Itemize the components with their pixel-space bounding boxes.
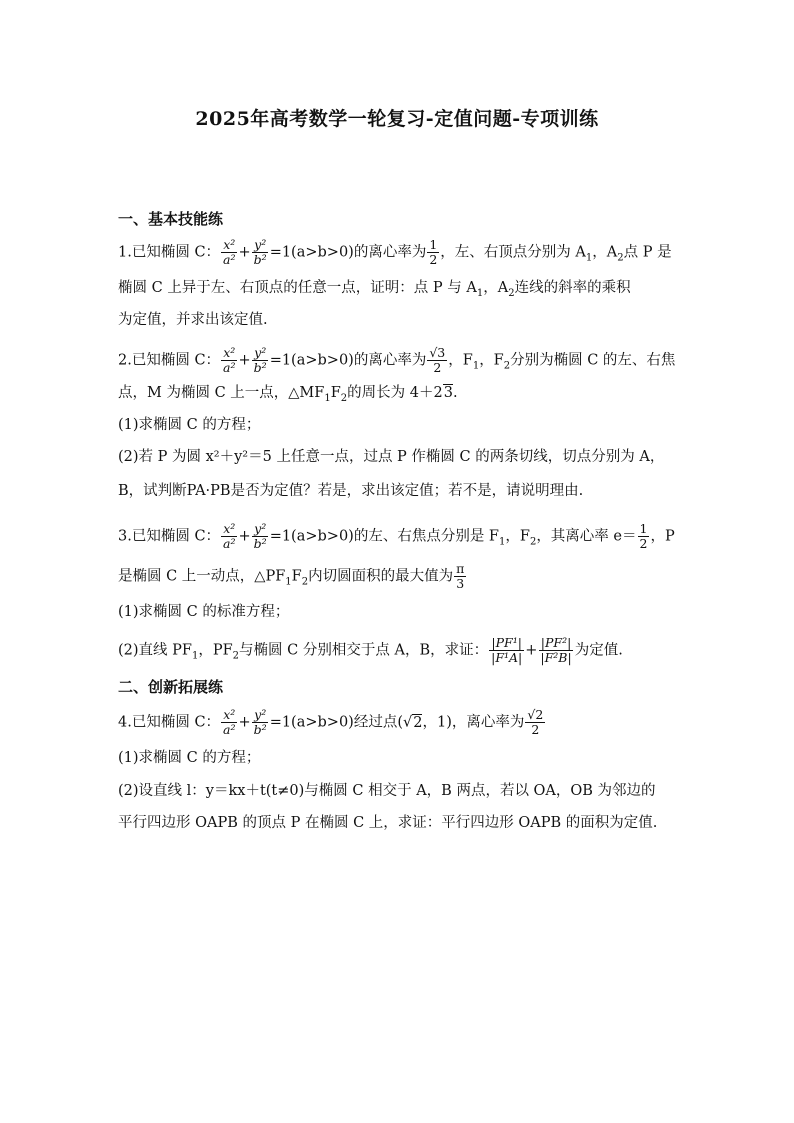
fraction-y2-b2: $\frac{\text{y²}}{\text{b²}}$ xyxy=(253,521,267,551)
problem-3-line-2: 是椭圆 C 上一动点，$\triangle PF_1F_2$内切圆面积的最大值为 $\frac{\pi}{3}$ xyxy=(118,561,465,591)
page-title: 2025年高考数学一轮复习-定值问题-专项训练 xyxy=(195,108,599,130)
section-heading-extended: 二、创新拓展练 xyxy=(118,678,224,696)
section-heading-basic: 一、基本技能练 xyxy=(118,210,224,228)
fraction-y2-b2: $\frac{\text{y²}}{\text{b²}}$ xyxy=(253,345,267,375)
problem-1-line-3: 为定值，并求出该定值. xyxy=(118,312,268,328)
fraction-eccentricity: $\frac{√3}{2}$ xyxy=(429,345,446,375)
problem-3-question-1: (1)求椭圆 C 的标准方程； xyxy=(118,604,290,620)
fraction-eccentricity: $\frac{1}{2}$ xyxy=(429,237,438,267)
problem-3-line-1: 3.已知椭圆 C： $\frac{\text{x²}}{\text{a²}}$ + $\frac{\text{y²}}{\text{b²}}$ =1(a>b>0)的左、右焦点分别是 $F_1$，$F_2$，其离心率 e＝ $\frac{1}{2}$ ，P xyxy=(118,521,675,551)
fraction-pf1-f1a: $\frac{\text{|PF¹|}}{\text{|F¹A|}}$ xyxy=(491,635,523,665)
fraction-x2-a2: $\frac{\text{x²}}{\text{a²}}$ xyxy=(223,707,236,737)
fraction-eccentricity: $\frac{√2}{2}$ xyxy=(527,707,544,737)
problem-4-question-2-line-1: (2)设直线 l：y＝kx＋t(t≠0)与椭圆 C 相交于 A，B 两点，若以 OA，OB 为邻边的 xyxy=(118,783,656,799)
problem-3-question-2: (2)直线 $PF_1$，$PF_2$与椭圆 C 分别相交于点 A，B，求证： $\frac{\text{|PF¹|}}{\text{|F¹A|}}$ + $\frac{\text{|PF²|}}{\text{|F²B|}}$ 为定值. xyxy=(118,635,623,665)
fraction-pf2-f2b: $\frac{\text{|PF²|}}{\text{|F²B|}}$ xyxy=(540,635,572,665)
problem-2-line-2: 点，M 为椭圆 C 上一点，$\triangle MF_1F_2$的周长为 4＋23. xyxy=(118,385,458,404)
problem-2-question-2-line-2: B，试判断PA·PB是否为定值？若是，求出该定值；若不是，请说明理由. xyxy=(118,483,584,499)
fraction-x2-a2: $\frac{\text{x²}}{\text{a²}}$ xyxy=(223,345,236,375)
problem-1-line-2: 椭圆 C 上异于左、右顶点的任意一点，证明：点 P 与 $A_1$，$A_2$连线的斜率的乘积 xyxy=(118,280,631,299)
fraction-pi-3: $\frac{\pi}{3}$ xyxy=(456,561,465,591)
fraction-y2-b2: $\frac{\text{y²}}{\text{b²}}$ xyxy=(253,237,267,267)
fraction-x2-a2: $\frac{\text{x²}}{\text{a²}}$ xyxy=(223,521,236,551)
problem-4-question-2-line-2: 平行四边形 OAPB 的顶点 P 在椭圆 C 上，求证：平行四边形 OAPB 的面积为定值. xyxy=(118,815,658,831)
problem-2-line-1: 2.已知椭圆 C： $\frac{\text{x²}}{\text{a²}}$ + $\frac{\text{y²}}{\text{b²}}$ =1(a>b>0)的离心率为 $\frac{√3}{2}$ ，$F_1$，$F_2$分别为椭圆 C 的左、右焦 xyxy=(118,345,676,375)
fraction-e: $\frac{1}{2}$ xyxy=(639,521,648,551)
problem-2-question-1: (1)求椭圆 C 的方程； xyxy=(118,417,261,433)
problem-4-question-1: (1)求椭圆 C 的方程； xyxy=(118,750,261,766)
fraction-y2-b2: $\frac{\text{y²}}{\text{b²}}$ xyxy=(253,707,267,737)
problem-4-line-1: 4.已知椭圆 C： $\frac{\text{x²}}{\text{a²}}$ + $\frac{\text{y²}}{\text{b²}}$ =1(a>b>0)经过点(√2，1)，离心率为 $\frac{√2}{2}$ xyxy=(118,707,544,737)
fraction-x2-a2: $\frac{\text{x²}}{\text{a²}}$ xyxy=(223,237,236,267)
problem-1-line-1: 1.已知椭圆 C： $\frac{\text{x²}}{\text{a²}}$ + $\frac{\text{y²}}{\text{b²}}$ =1(a>b>0)的离心率为 $\frac{1}{2}$ ，左、右顶点分别为 $A_1$，$A_2$点 P 是 xyxy=(118,237,672,267)
problem-2-question-2-line-1: (2)若 P 为圆 x²＋y²＝5 上任意一点，过点 P 作椭圆 C 的两条切线，切点分别为 A， xyxy=(118,449,665,465)
